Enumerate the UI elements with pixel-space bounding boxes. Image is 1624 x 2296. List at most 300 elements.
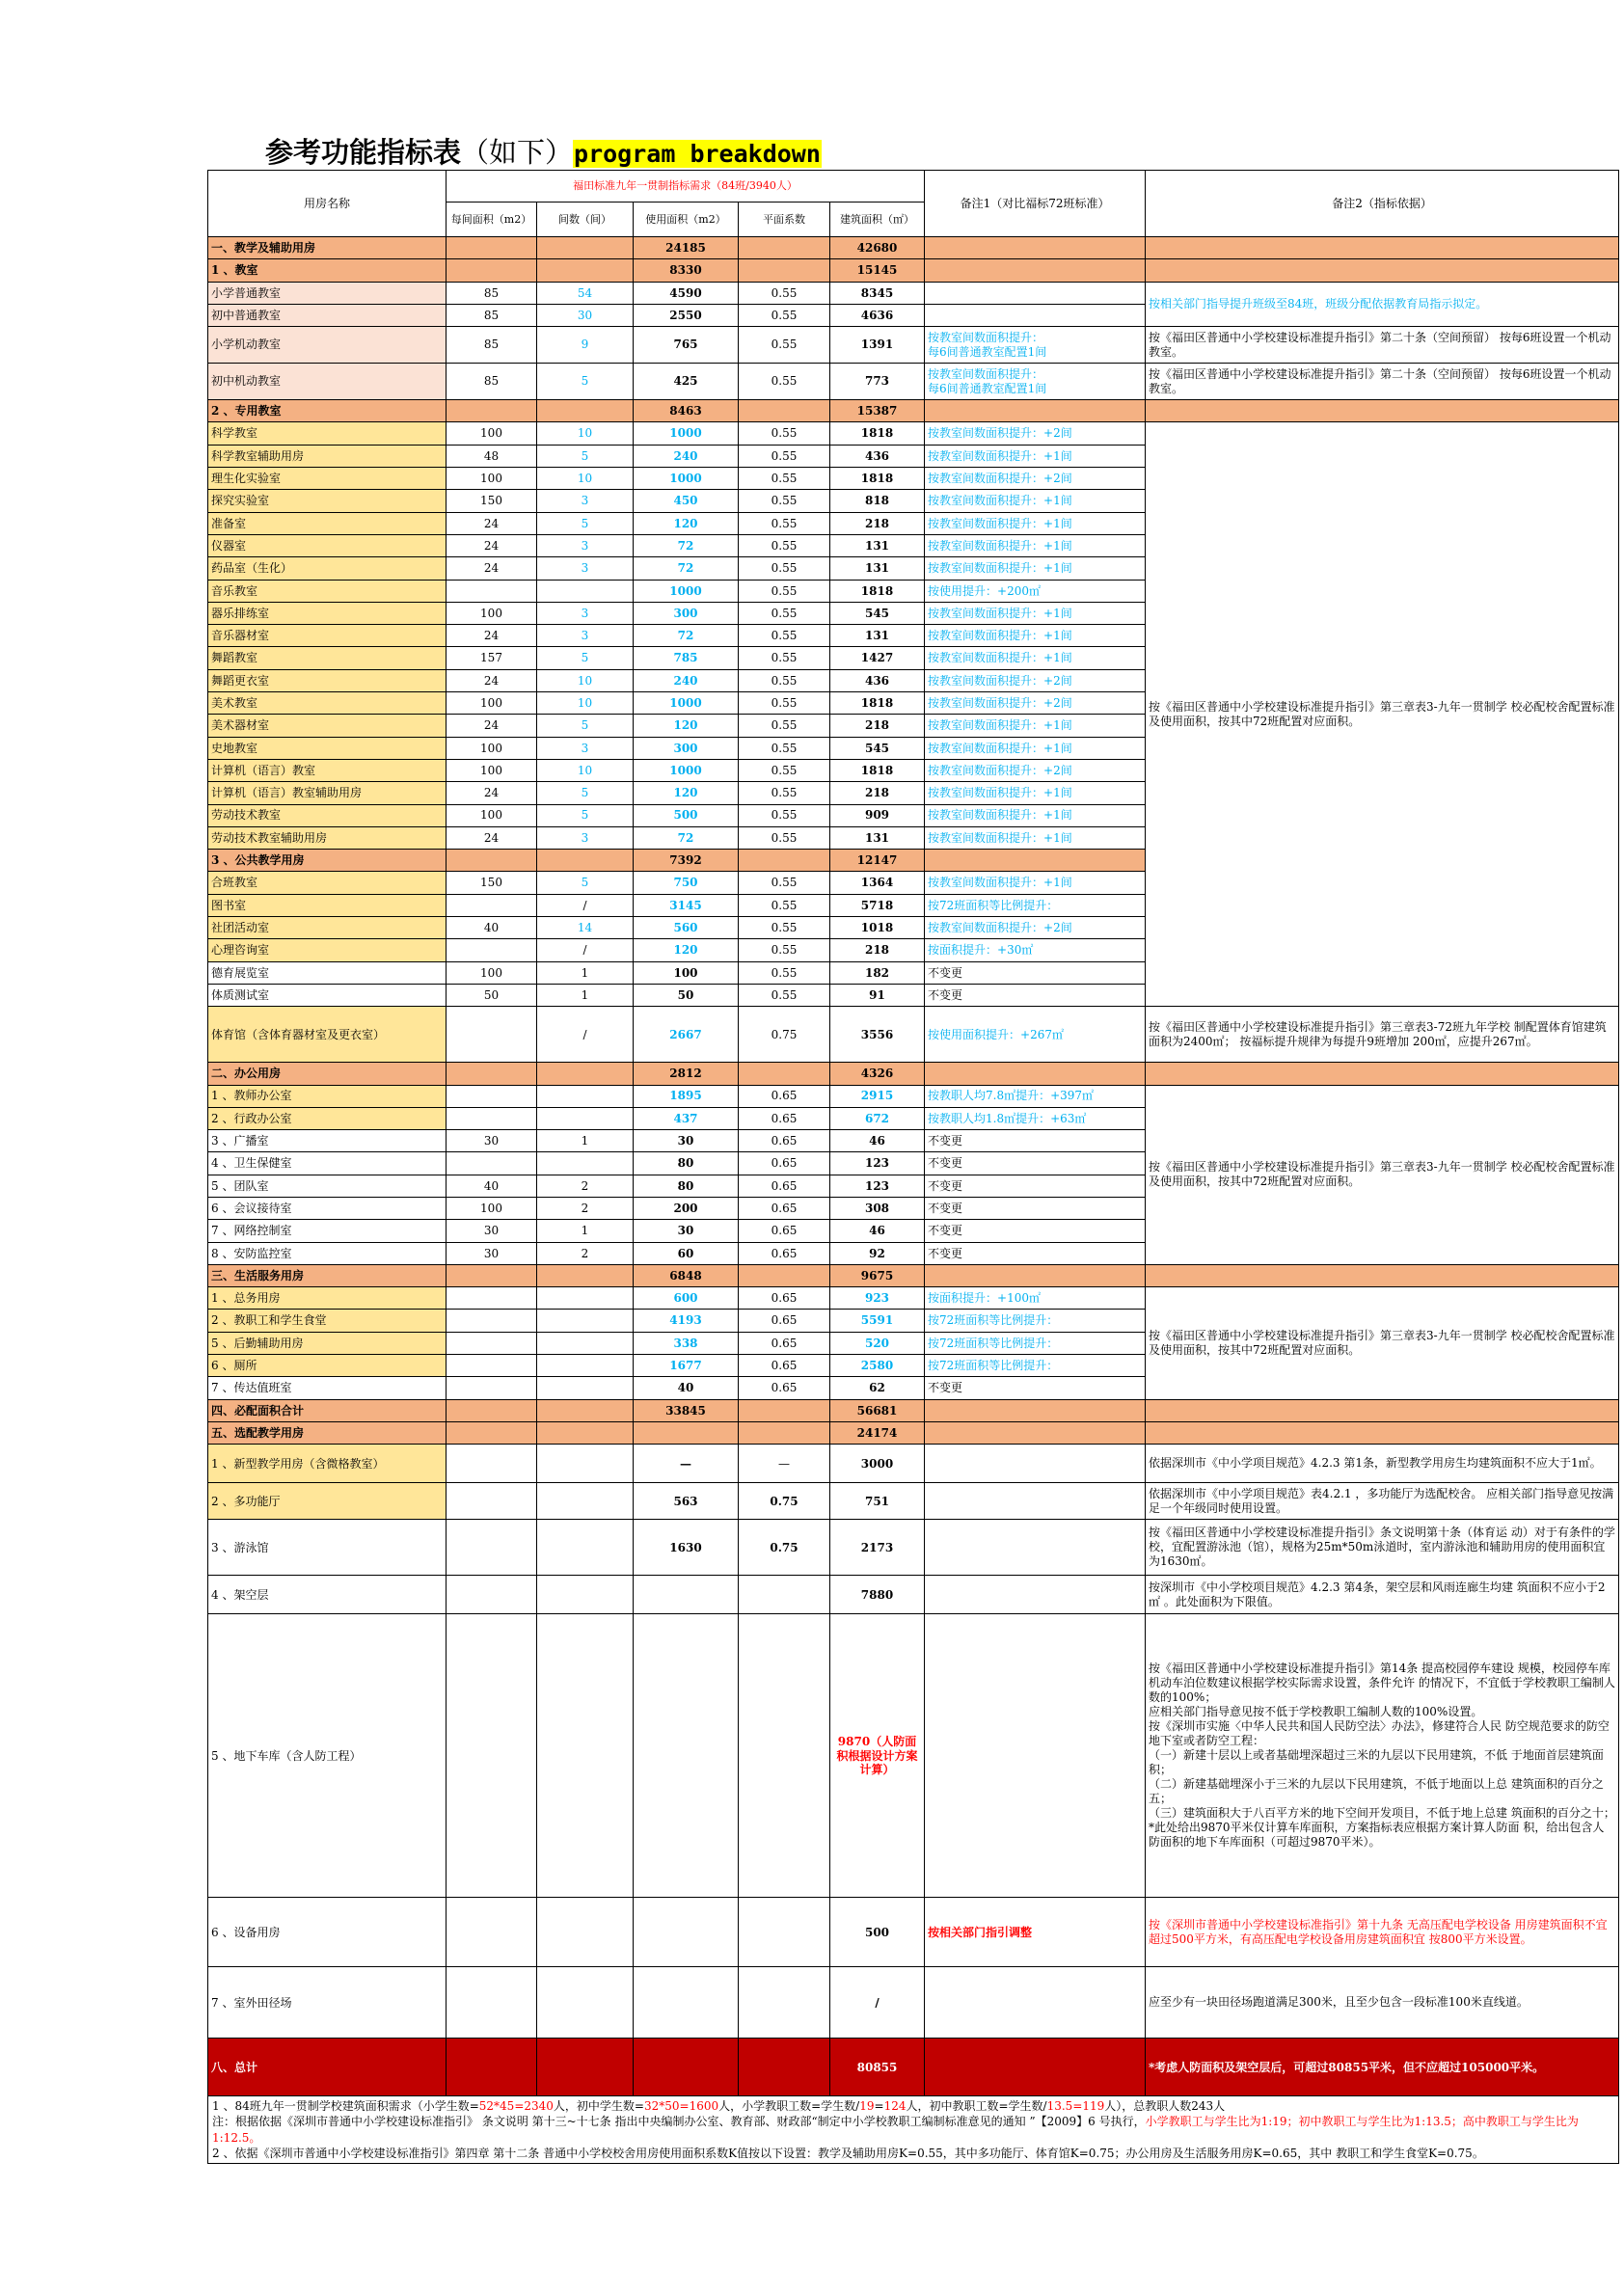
- cell-use-area: 120: [634, 939, 739, 961]
- cell-build-area: 8345: [830, 282, 925, 304]
- cell-use-area: 72: [634, 557, 739, 580]
- header-coef: 平面系数: [739, 203, 830, 237]
- cell-use-area: 560: [634, 917, 739, 939]
- cell-remark2: 按深圳市《中小学校项目规范》4.2.3 第4条，架空层和风雨连廊生均建 筑面积不应小于2㎡ 。此处面积为下限值。: [1146, 1576, 1619, 1614]
- header-unit-area: 每间面积（m2）: [447, 203, 537, 237]
- cell-rooms: 5: [537, 647, 634, 669]
- cell-build-area: 818: [830, 490, 925, 512]
- cell-use-area: 1630: [634, 1520, 739, 1576]
- cell-remark1: [925, 1483, 1146, 1520]
- title-main: 参考功能指标表: [265, 136, 462, 169]
- cell-coef: 0.55: [739, 327, 830, 364]
- cell-coef: [739, 237, 830, 259]
- room-name: 4 、架空层: [208, 1576, 447, 1614]
- cell-coef: 0.55: [739, 647, 830, 669]
- cell-remark1: 按使用提升：+200㎡: [925, 580, 1146, 602]
- cell-remark1: 按教室间数面积提升：+1间: [925, 625, 1146, 647]
- room-name: 德育展览室: [208, 961, 447, 984]
- cell-rooms: [537, 1898, 634, 1967]
- cell-coef: 0.55: [739, 669, 830, 691]
- cell-coef: 0.55: [739, 512, 830, 534]
- room-name: 3 、游泳馆: [208, 1520, 447, 1576]
- room-name: 心理咨询室: [208, 939, 447, 961]
- cell-unit-area: [447, 850, 537, 872]
- cell-unit-area: [447, 259, 537, 282]
- cell-use-area: 450: [634, 490, 739, 512]
- cell-coef: [739, 850, 830, 872]
- cell-use-area: 3145: [634, 894, 739, 916]
- cell-use-area: 2550: [634, 304, 739, 326]
- cell-use-area: —: [634, 1445, 739, 1483]
- cell-use-area: [634, 1967, 739, 2039]
- cell-build-area: 42680: [830, 237, 925, 259]
- room-name: 三、生活服务用房: [208, 1264, 447, 1286]
- room-name: 科学教室辅助用房: [208, 445, 447, 467]
- cell-unit-area: [447, 1421, 537, 1444]
- cell-remark1: 不变更: [925, 1130, 1146, 1152]
- room-name: 理生化实验室: [208, 468, 447, 490]
- room-name: 体育馆（含体育器材室及更衣室）: [208, 1007, 447, 1063]
- cell-build-area: 9675: [830, 1264, 925, 1286]
- cell-unit-area: [447, 1063, 537, 1085]
- cell-build-area: 218: [830, 939, 925, 961]
- cell-build-area: 123: [830, 1152, 925, 1175]
- note-2: 注：根据依据《深圳市普通中小学校建设标准指引》 条文说明 第十三~十七条 指出中央编制办公室、教育部、财政部“制定中小学校教职工编制标准意见的通知 ”【2009】6 号执行，小学教职工与学生比为1:19；初中教职工与学生比为1:13.5；高中教职工与学生比为1:12.5。: [212, 2115, 1579, 2145]
- cell-build-area: 182: [830, 961, 925, 984]
- cell-build-area: 1818: [830, 468, 925, 490]
- cell-unit-area: [447, 1355, 537, 1377]
- cell-use-area: 6848: [634, 1264, 739, 1286]
- table-row: [208, 1483, 1619, 1520]
- room-name: 4 、卫生保健室: [208, 1152, 447, 1175]
- cell-coef: 0.55: [739, 782, 830, 804]
- cell-rooms: 1: [537, 1130, 634, 1152]
- cell-remark1: 不变更: [925, 984, 1146, 1006]
- cell-coef: 0.65: [739, 1175, 830, 1197]
- cell-build-area: 131: [830, 557, 925, 580]
- cell-unit-area: 24: [447, 826, 537, 849]
- cell-build-area: 308: [830, 1197, 925, 1219]
- cell-rooms: 3: [537, 602, 634, 624]
- cell-build-area: 91: [830, 984, 925, 1006]
- cell-remark2: [1146, 1063, 1619, 1085]
- cell-build-area: 773: [830, 364, 925, 400]
- cell-use-area: 1000: [634, 468, 739, 490]
- room-name: 7 、网络控制室: [208, 1220, 447, 1242]
- cell-build-area: 92: [830, 1242, 925, 1264]
- cell-rooms: [537, 850, 634, 872]
- cell-remark1: [925, 1614, 1146, 1898]
- cell-build-area: 909: [830, 804, 925, 826]
- cell-unit-area: 24: [447, 782, 537, 804]
- cell-rooms: [537, 400, 634, 422]
- cell-use-area: 1000: [634, 580, 739, 602]
- cell-remark2: [1146, 400, 1619, 422]
- cell-rooms: 3: [537, 557, 634, 580]
- cell-build-area: 15145: [830, 259, 925, 282]
- cell-use-area: 1895: [634, 1085, 739, 1107]
- cell-use-area: [634, 1898, 739, 1967]
- room-name: 2 、行政办公室: [208, 1107, 447, 1129]
- cell-rooms: 9: [537, 327, 634, 364]
- cell-rooms: /: [537, 894, 634, 916]
- cell-rooms: [537, 1399, 634, 1421]
- cell-coef: [739, 1399, 830, 1421]
- room-name: 探究实验室: [208, 490, 447, 512]
- cell-build-area: 1427: [830, 647, 925, 669]
- cell-coef: [739, 1614, 830, 1898]
- cell-rooms: [537, 1152, 634, 1175]
- room-name: 2 、多功能厅: [208, 1483, 447, 1520]
- cell-remark1: [925, 2039, 1146, 2096]
- title-english: program breakdown: [574, 140, 821, 168]
- cell-coef: 0.65: [739, 1152, 830, 1175]
- room-name: 舞蹈更衣室: [208, 669, 447, 691]
- cell-coef: 0.75: [739, 1483, 830, 1520]
- table-row: [208, 1421, 1619, 1444]
- cell-remark1: 按教室间数面积提升：+1间: [925, 782, 1146, 804]
- room-name: 5 、地下车库（含人防工程）: [208, 1614, 447, 1898]
- cell-remark1: [925, 400, 1146, 422]
- cell-rooms: 1: [537, 961, 634, 984]
- header-build-area: 建筑面积（㎡）: [830, 203, 925, 237]
- room-name: 劳动技术教室: [208, 804, 447, 826]
- cell-use-area: 120: [634, 512, 739, 534]
- room-name: 1 、总务用房: [208, 1287, 447, 1310]
- cell-rooms: [537, 1483, 634, 1520]
- cell-rooms: 10: [537, 422, 634, 445]
- cell-build-area: 3556: [830, 1007, 925, 1063]
- room-name: 五、选配教学用房: [208, 1421, 447, 1444]
- cell-coef: [739, 1967, 830, 2039]
- cell-rooms: [537, 1107, 634, 1129]
- cell-use-area: 60: [634, 1242, 739, 1264]
- table-row: [208, 1264, 1619, 1286]
- room-name: 史地教室: [208, 737, 447, 759]
- header-use-area: 使用面积（m2）: [634, 203, 739, 237]
- cell-remark1: 按使用面积提升：+267㎡: [925, 1007, 1146, 1063]
- cell-build-area: 56681: [830, 1399, 925, 1421]
- room-name: 7 、室外田径场: [208, 1967, 447, 2039]
- cell-build-area: 218: [830, 715, 925, 737]
- room-name: 美术教室: [208, 692, 447, 715]
- cell-remark1: 按相关部门指引调整: [925, 1898, 1146, 1967]
- cell-coef: 0.55: [739, 715, 830, 737]
- cell-coef: 0.55: [739, 422, 830, 445]
- cell-build-area: 436: [830, 445, 925, 467]
- room-name: 小学普通教室: [208, 282, 447, 304]
- cell-build-area: 1018: [830, 917, 925, 939]
- cell-rooms: [537, 1332, 634, 1354]
- cell-rooms: [537, 2039, 634, 2096]
- cell-coef: 0.55: [739, 692, 830, 715]
- cell-rooms: [537, 1576, 634, 1614]
- cell-unit-area: 150: [447, 872, 537, 894]
- cell-use-area: 1000: [634, 692, 739, 715]
- cell-remark1: 按教室间数面积提升：+2间: [925, 917, 1146, 939]
- room-name: 准备室: [208, 512, 447, 534]
- cell-rooms: 10: [537, 692, 634, 715]
- cell-remark2: 按相关部门指导提升班级至84班，班级分配依据教育局指示拟定。: [1146, 282, 1619, 327]
- cell-unit-area: 100: [447, 1197, 537, 1219]
- cell-remark1: 按教室间数面积提升：+1间: [925, 602, 1146, 624]
- cell-build-area: 80855: [830, 2039, 925, 2096]
- cell-rooms: 5: [537, 872, 634, 894]
- cell-rooms: [537, 1614, 634, 1898]
- cell-use-area: 24185: [634, 237, 739, 259]
- cell-coef: 0.55: [739, 759, 830, 781]
- cell-coef: 0.55: [739, 872, 830, 894]
- cell-remark1: 按教职人均7.8㎡提升：+397㎡: [925, 1085, 1146, 1107]
- table-row: [208, 237, 1619, 259]
- cell-remark1: 按教室间数面积提升：+2间: [925, 669, 1146, 691]
- cell-build-area: 2173: [830, 1520, 925, 1576]
- room-name: 科学教室: [208, 422, 447, 445]
- cell-use-area: 1000: [634, 422, 739, 445]
- cell-remark1: [925, 282, 1146, 304]
- cell-use-area: 8463: [634, 400, 739, 422]
- room-name: 音乐器材室: [208, 625, 447, 647]
- cell-coef: [739, 1421, 830, 1444]
- cell-remark1: 按教室间数面积提升：+1间: [925, 445, 1146, 467]
- cell-unit-area: 24: [447, 557, 537, 580]
- cell-build-area: 3000: [830, 1445, 925, 1483]
- cell-build-area: 1818: [830, 422, 925, 445]
- cell-use-area: 30: [634, 1130, 739, 1152]
- cell-use-area: [634, 2039, 739, 2096]
- cell-unit-area: [447, 1287, 537, 1310]
- cell-remark2: 依据深圳市《中小学项目规范》4.2.3 第1条，新型教学用房生均建筑面积不应大于1㎡。: [1146, 1445, 1619, 1483]
- notes-row: [208, 2096, 1619, 2164]
- cell-rooms: 5: [537, 782, 634, 804]
- cell-remark1: 按72班面积等比例提升：: [925, 894, 1146, 916]
- cell-coef: —: [739, 1445, 830, 1483]
- cell-use-area: 40: [634, 1377, 739, 1399]
- header-remark2: 备注2（指标依据）: [1146, 171, 1619, 237]
- table-row: [208, 1085, 1619, 1107]
- cell-unit-area: 100: [447, 602, 537, 624]
- cell-rooms: 3: [537, 534, 634, 556]
- room-name: 小学机动教室: [208, 327, 447, 364]
- cell-remark1: 不变更: [925, 1377, 1146, 1399]
- room-name: 3 、公共教学用房: [208, 850, 447, 872]
- cell-use-area: 30: [634, 1220, 739, 1242]
- cell-remark1: 按教室间数面积提升：+1间: [925, 715, 1146, 737]
- cell-build-area: 9870（人防面积根据设计方案计算）: [830, 1614, 925, 1898]
- room-name: 1 、教室: [208, 259, 447, 282]
- cell-rooms: [537, 259, 634, 282]
- cell-build-area: 62: [830, 1377, 925, 1399]
- cell-use-area: 2667: [634, 1007, 739, 1063]
- cell-use-area: 500: [634, 804, 739, 826]
- cell-build-area: 545: [830, 602, 925, 624]
- cell-rooms: 5: [537, 715, 634, 737]
- table-row: [208, 1399, 1619, 1421]
- cell-build-area: 520: [830, 1332, 925, 1354]
- cell-remark2: 按《福田区普通中小学校建设标准提升指引》条文说明第十条（体育运 动）对于有条件的学校，宜配置游泳池（馆），规格为25m*50m泳道时，室内游泳池和辅助用房的使用面积宜为1630㎡。: [1146, 1520, 1619, 1576]
- cell-use-area: 300: [634, 602, 739, 624]
- cell-remark1: 按教室间数面积提升：+2间: [925, 759, 1146, 781]
- cell-remark1: [925, 1520, 1146, 1576]
- cell-remark1: 按教室间数面积提升：+1间: [925, 804, 1146, 826]
- cell-remark1: 按教室间数面积提升：+1间: [925, 490, 1146, 512]
- room-name: 美术器材室: [208, 715, 447, 737]
- cell-unit-area: [447, 1967, 537, 2039]
- cell-remark2: [1146, 1421, 1619, 1444]
- table-row: [208, 1898, 1619, 1967]
- cell-rooms: 1: [537, 984, 634, 1006]
- cell-remark1: 按教职人均1.8㎡提升：+63㎡: [925, 1107, 1146, 1129]
- cell-remark1: 不变更: [925, 961, 1146, 984]
- cell-rooms: [537, 1063, 634, 1085]
- cell-coef: 0.65: [739, 1220, 830, 1242]
- cell-build-area: 12147: [830, 850, 925, 872]
- cell-use-area: [634, 1576, 739, 1614]
- cell-build-area: 923: [830, 1287, 925, 1310]
- table-row: [208, 2039, 1619, 2096]
- cell-remark1: [925, 237, 1146, 259]
- cell-use-area: [634, 1614, 739, 1898]
- cell-unit-area: 157: [447, 647, 537, 669]
- room-name: 8 、安防监控室: [208, 1242, 447, 1264]
- cell-use-area: 425: [634, 364, 739, 400]
- cell-build-area: 24174: [830, 1421, 925, 1444]
- cell-use-area: 120: [634, 715, 739, 737]
- cell-use-area: 72: [634, 826, 739, 849]
- cell-coef: 0.55: [739, 364, 830, 400]
- room-name: 5 、团队室: [208, 1175, 447, 1197]
- cell-unit-area: [447, 1310, 537, 1332]
- table-row: [208, 364, 1619, 400]
- cell-unit-area: [447, 1085, 537, 1107]
- room-name: 舞蹈教室: [208, 647, 447, 669]
- cell-unit-area: [447, 894, 537, 916]
- table-row: [208, 259, 1619, 282]
- cell-use-area: 100: [634, 961, 739, 984]
- room-name: 图书室: [208, 894, 447, 916]
- cell-coef: 0.65: [739, 1310, 830, 1332]
- cell-rooms: 2: [537, 1175, 634, 1197]
- cell-rooms: [537, 237, 634, 259]
- cell-build-area: 123: [830, 1175, 925, 1197]
- cell-use-area: 200: [634, 1197, 739, 1219]
- cell-unit-area: 24: [447, 715, 537, 737]
- table-row: [208, 1287, 1619, 1310]
- cell-coef: 0.65: [739, 1287, 830, 1310]
- header-rooms: 间数（间）: [537, 203, 634, 237]
- cell-build-area: 751: [830, 1483, 925, 1520]
- room-name: 7 、传达值班室: [208, 1377, 447, 1399]
- room-name: 二、办公用房: [208, 1063, 447, 1085]
- note-3: 2 、依据《深圳市普通中小学校建设标准指引》第四章 第十二条 普通中小学校校舍用房使用面积系数K值按以下设置：教学及辅助用房K=0.55，其中多功能厅、体育馆K=0.75；办公用房及生活服务用房K=0.65，其中 教职工和学生食堂K=0.75。: [212, 2146, 1484, 2160]
- cell-unit-area: [447, 1399, 537, 1421]
- cell-coef: 0.65: [739, 1107, 830, 1129]
- cell-remark1: 按教室间数面积提升：+1间: [925, 872, 1146, 894]
- cell-unit-area: [447, 1332, 537, 1354]
- cell-remark1: 不变更: [925, 1197, 1146, 1219]
- room-name: 八、总计: [208, 2039, 447, 2096]
- cell-coef: 0.65: [739, 1130, 830, 1152]
- cell-coef: 0.55: [739, 984, 830, 1006]
- cell-coef: 0.55: [739, 445, 830, 467]
- cell-unit-area: 24: [447, 625, 537, 647]
- cell-remark1: 按教室间数面积提升： 每6间普通教室配置1间: [925, 364, 1146, 400]
- cell-remark2: 按《福田区普通中小学校建设标准提升指引》第三章表3-72班九年学校 制配置体育馆建筑面积为2400㎡； 按福标提升规律为每提升9班增加 200㎡，应提升267㎡。: [1146, 1007, 1619, 1063]
- cell-build-area: 672: [830, 1107, 925, 1129]
- cell-use-area: 338: [634, 1332, 739, 1354]
- footnotes: [208, 2096, 1619, 2164]
- table-row: [208, 422, 1619, 445]
- cell-build-area: 2915: [830, 1085, 925, 1107]
- cell-use-area: 8330: [634, 259, 739, 282]
- room-name: 3 、广播室: [208, 1130, 447, 1152]
- cell-rooms: [537, 1445, 634, 1483]
- cell-remark1: 按教室间数面积提升：+2间: [925, 422, 1146, 445]
- cell-remark2: 按《福田区普通中小学校建设标准提升指引》第三章表3-九年一贯制学 校必配校舍配置标准及使用面积，按其中72班配置对应面积。: [1146, 1287, 1619, 1399]
- table-row: [208, 1520, 1619, 1576]
- cell-rooms: [537, 1967, 634, 2039]
- cell-use-area: 1000: [634, 759, 739, 781]
- cell-unit-area: 48: [447, 445, 537, 467]
- cell-build-area: 1818: [830, 759, 925, 781]
- cell-unit-area: 30: [447, 1130, 537, 1152]
- cell-remark1: 按教室间数面积提升：+1间: [925, 647, 1146, 669]
- cell-rooms: [537, 1264, 634, 1286]
- cell-build-area: 4326: [830, 1063, 925, 1085]
- room-name: 初中机动教室: [208, 364, 447, 400]
- cell-unit-area: [447, 400, 537, 422]
- cell-coef: 0.55: [739, 625, 830, 647]
- cell-unit-area: [447, 939, 537, 961]
- cell-rooms: 2: [537, 1242, 634, 1264]
- header-remark1: 备注1（对比福标72班标准）: [925, 171, 1146, 237]
- cell-rooms: /: [537, 939, 634, 961]
- cell-unit-area: [447, 1264, 537, 1286]
- cell-build-area: 218: [830, 512, 925, 534]
- cell-use-area: 120: [634, 782, 739, 804]
- cell-use-area: 750: [634, 872, 739, 894]
- cell-unit-area: 100: [447, 737, 537, 759]
- cell-unit-area: 85: [447, 304, 537, 326]
- cell-rooms: /: [537, 1007, 634, 1063]
- cell-rooms: 3: [537, 490, 634, 512]
- cell-coef: 0.55: [739, 580, 830, 602]
- cell-remark2: 按《福田区普通中小学校建设标准提升指引》第三章表3-九年一贯制学 校必配校舍配置标准及使用面积，按其中72班配置对应面积。: [1146, 422, 1619, 1007]
- cell-unit-area: 85: [447, 364, 537, 400]
- cell-remark1: 按教室间数面积提升：+2间: [925, 468, 1146, 490]
- cell-coef: 0.65: [739, 1355, 830, 1377]
- cell-rooms: 3: [537, 826, 634, 849]
- cell-unit-area: [447, 1520, 537, 1576]
- room-name: 器乐排练室: [208, 602, 447, 624]
- cell-coef: 0.55: [739, 939, 830, 961]
- cell-unit-area: 85: [447, 327, 537, 364]
- cell-use-area: 600: [634, 1287, 739, 1310]
- table-row: [208, 1576, 1619, 1614]
- cell-remark1: 不变更: [925, 1242, 1146, 1264]
- cell-remark1: [925, 1967, 1146, 2039]
- cell-rooms: 10: [537, 468, 634, 490]
- cell-use-area: 240: [634, 445, 739, 467]
- cell-remark1: 不变更: [925, 1152, 1146, 1175]
- cell-remark2: *考虑人防面积及架空层后，可超过80855平米，但不应超过105000平米。: [1146, 2039, 1619, 2096]
- cell-remark1: 按教室间数面积提升：+1间: [925, 534, 1146, 556]
- header-name: 用房名称: [208, 171, 447, 237]
- cell-build-area: 1818: [830, 692, 925, 715]
- room-name: 一、教学及辅助用房: [208, 237, 447, 259]
- cell-unit-area: [447, 1483, 537, 1520]
- room-name: 药品室（生化）: [208, 557, 447, 580]
